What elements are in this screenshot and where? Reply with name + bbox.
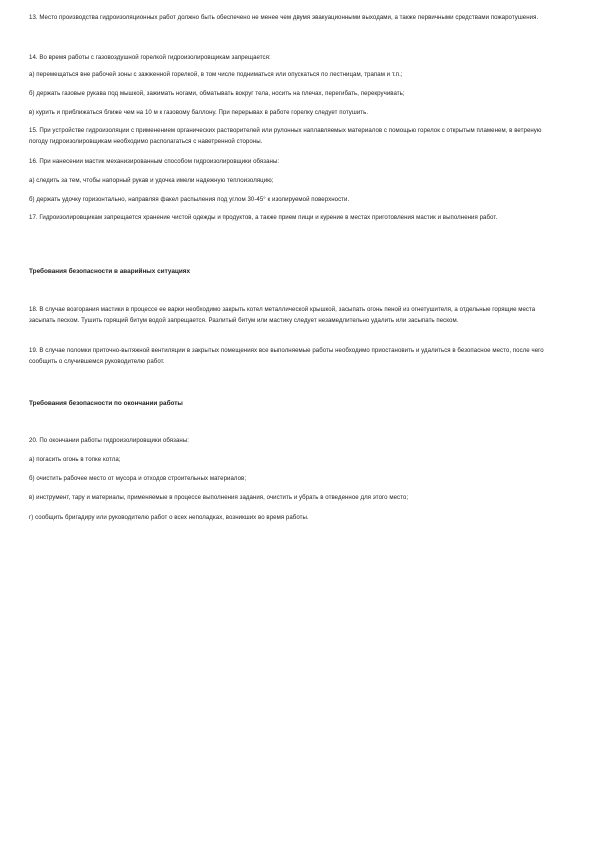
paragraph-16-b: б) держать удочку горизонтально, направляя факел распыления под углом 30-45° к изолируемой поверхности. xyxy=(29,196,350,203)
paragraph-14: 14. Во время работы с газовоздушной горелкой гидроизолировщикам запрещается: xyxy=(29,54,271,61)
paragraph-14-b: б) держать газовые рукава под мышкой, зажимать ногами, обматывать вокруг тела, носить на плечах, перегибать, перекручивать; xyxy=(29,90,405,97)
paragraph-18: 18. В случае возгорания мастики в процессе ее варки необходимо закрыть котел металлической крышкой, засыпать огонь пеной из огнетушителя, а отдельные горящие места засыпать песком. Тушить горящий битум водой запрещается. Разлитый битум или мастику следует незамедлительно удалить или засыпать песком. xyxy=(29,306,536,324)
paragraph-13: 13. Место производства гидроизоляционных работ должно быть обеспечено не менее чем двумя эвакуационными выходами, а также первичными средствами пожаротушения. xyxy=(29,14,539,21)
paragraph-14-a: а) перемещаться вне рабочей зоны с зажженной горелкой, в том числе подниматься или опускаться по лестницам, трапам и т.п.; xyxy=(29,71,403,78)
paragraph-20-a: а) погасить огонь в топке котла; xyxy=(29,456,121,463)
paragraph-20-b: б) очистить рабочее место от мусора и отходов строительных материалов; xyxy=(29,475,247,482)
paragraph-16: 16. При нанесении мастик механизированным способом гидроизолировщики обязаны: xyxy=(29,158,280,165)
section-heading-end-of-work: Требования безопасности по окончании работы xyxy=(29,400,183,407)
paragraph-14-c: в) курить и приближаться ближе чем на 10 м к газовому баллону. При перерывах в работе горелку следует потушить. xyxy=(29,109,369,116)
paragraph-20-d: г) сообщить бригадиру или руководителю работ о всех неполадках, возникших во время работы. xyxy=(29,514,309,521)
paragraph-20: 20. По окончании работы гидроизолировщики обязаны: xyxy=(29,437,189,444)
paragraph-19: 19. В случае поломки приточно-вытяжной вентиляции в закрытых помещениях все выполняемые работы необходимо приостановить и удалиться в безопасное место, после чего сообщить о случившемся руководителю работ. xyxy=(29,347,544,365)
section-heading-emergency: Требования безопасности в аварийных ситуациях xyxy=(29,268,191,275)
paragraph-15: 15. При устройстве гидроизоляции с применением органических растворителей или рулонных наплавляемых материалов с помощью горелок с открытым пламенем, в ветреную погоду гидроизолировщикам необходимо располагаться с наветренной стороны. xyxy=(29,127,542,145)
paragraph-20-c: в) инструмент, тару и материалы, применяемые в процессе выполнения задания, очистить и убрать в отведенное для этого место; xyxy=(29,494,409,501)
paragraph-17: 17. Гидроизолировщикам запрещается хранение чистой одежды и продуктов, а также прием пищи и курение в местах приготовления мастик и выполнения работ. xyxy=(29,214,498,221)
paragraph-16-a: а) следить за тем, чтобы напорный рукав и удочка имели надежную теплоизоляцию; xyxy=(29,177,274,184)
